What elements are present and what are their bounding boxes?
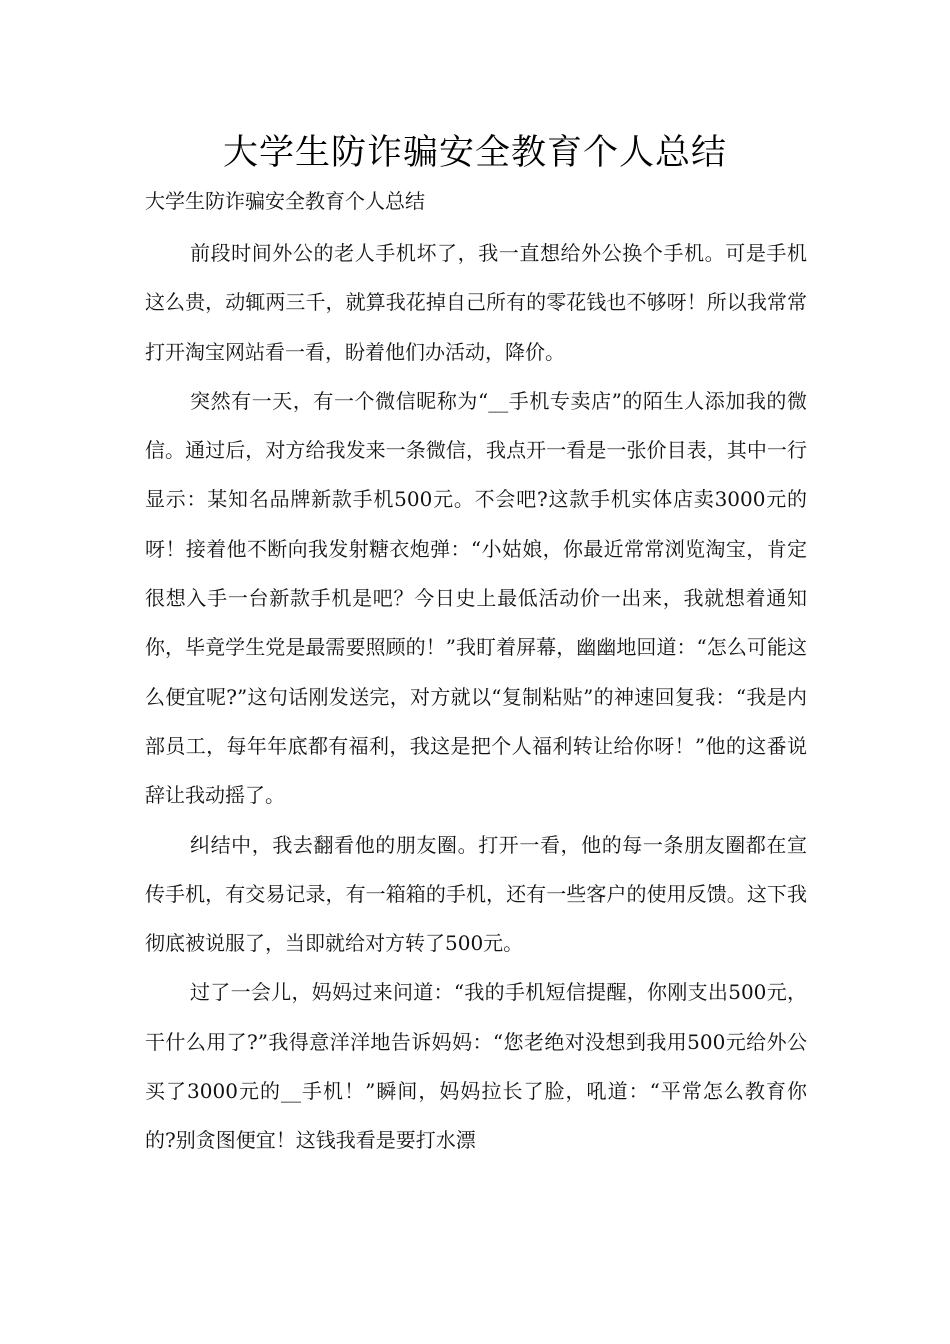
- document-title: 大学生防诈骗安全教育个人总结: [222, 133, 727, 173]
- paragraph: 过了一会儿，妈妈过来问道：“我的手机短信提醒，你刚支出500元，干什么用了?”我得意洋洋地告诉妈妈：“您老绝对没想到我用500元给外公买了3000元的__手机！”瞬间，妈妈拉长了脸，吼道：“平常怎么教育你的?别贪图便宜！这钱我看是要打水漂: [145, 980, 807, 1153]
- paragraph: 前段时间外公的老人手机坏了，我一直想给外公换个手机。可是手机这么贵，动辄两三千，就算我花掉自己所有的零花钱也不够呀！所以我常常打开淘宝网站看一看，盼着他们办活动，降价。: [145, 241, 807, 364]
- document-subtitle: 大学生防诈骗安全教育个人总结: [145, 189, 425, 213]
- document-body: [145, 229, 807, 1166]
- paragraph: 纠结中，我去翻看他的朋友圈。打开一看，他的每一条朋友圈都在宣传手机，有交易记录，有一箱箱的手机，还有一些客户的使用反馈。这下我彻底被说服了，当即就给对方转了500元。: [145, 832, 807, 956]
- paragraph: 突然有一天，有一个微信昵称为“__手机专卖店”的陌生人添加我的微信。通过后，对方给我发来一条微信，我点开一看是一张价目表，其中一行显示：某知名品牌新款手机500元。不会吧?这款手机实体店卖3000元的呀！接着他不断向我发射糖衣炮弹：“小姑娘，你最近常常浏览淘宝，肯定很想入手一台新款手机是吧？今日史上最低活动价一出来，我就想着通知你，毕竟学生党是最需要照顾的！”我盯着屏幕，幽幽地回道：“怎么可能这么便宜呢?”这句话刚发送完，对方就以“复制粘贴”的神速回复我：“我是内部员工，每年年底都有福利，我这是把个人福利转让给你呀！”他的这番说辞让我动摇了。: [145, 388, 807, 808]
